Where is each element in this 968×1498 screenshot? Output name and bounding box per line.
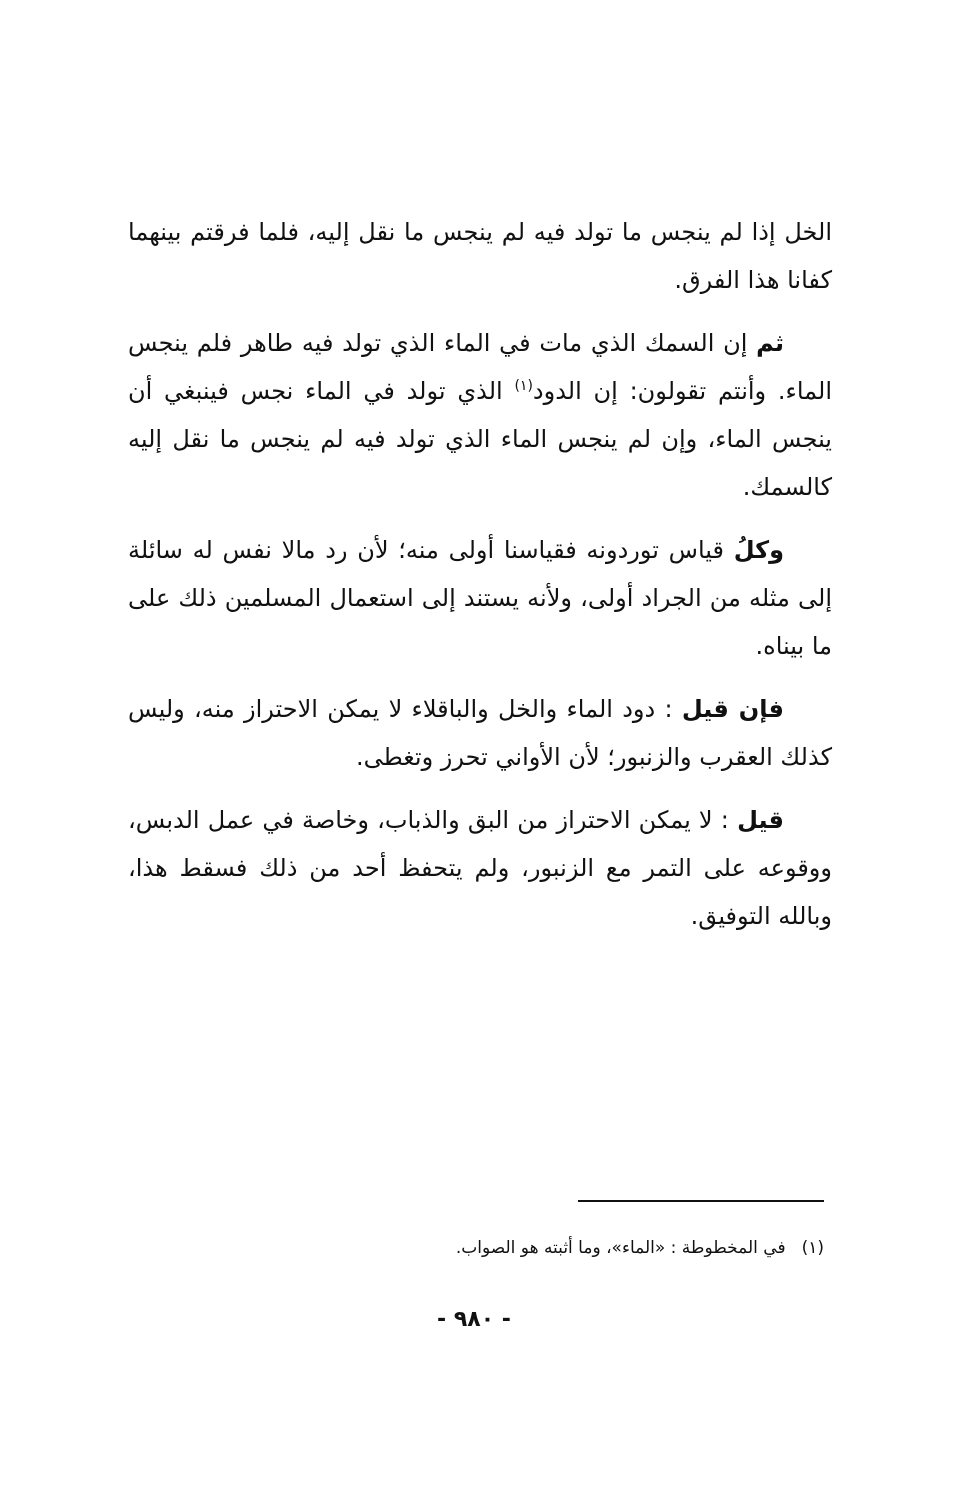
paragraph-2 <box>128 319 832 511</box>
paragraph-1 <box>128 208 832 304</box>
paragraph-1-text: الخل إذا لم ينجس ما تولد فيه لم ينجس ما نقل إليه، فلما فرقتم بينهما كفانا هذا الفرق. <box>128 218 832 294</box>
footnote-reference: (١) <box>514 378 533 394</box>
paragraph-2-text-a: إن السمك الذي مات في الماء الذي تولد فيه طاهر فلم ينجس الماء. وأنتم تقولون: إن الدود <box>128 329 832 405</box>
paragraph-5-text: : لا يمكن الاحتراز من البق والذباب، وخاصة في عمل الدبس، ووقوعه على التمر مع الزنبور، ولم يتحفظ أحد من ذلك فسقط هذا، وبالله التوفيق. <box>128 806 832 930</box>
footnote <box>300 1232 824 1264</box>
paragraph-4 <box>128 685 832 781</box>
paragraph-5-lead: قيل <box>737 806 784 834</box>
paragraph-2-text-b: الذي تولد في الماء نجس فينبغي أن ينجس الماء، وإن لم ينجس الماء الذي تولد فيه لم ينجس ما نقل إليه كالسمك. <box>128 377 832 501</box>
paragraph-2-lead: ثم <box>756 329 784 357</box>
footnote-text: في المخطوطة : «الماء»، وما أثبته هو الصواب. <box>455 1238 786 1258</box>
paragraph-5 <box>128 796 832 940</box>
paragraph-3-text: قياس توردونه فقياسنا أولى منه؛ لأن رد مالا نفس له سائلة إلى مثله من الجراد أولى، ولأنه يستند إلى استعمال المسلمين ذلك على ما بيناه. <box>128 536 832 660</box>
paragraph-3 <box>128 526 832 670</box>
main-text <box>128 208 832 955</box>
footnote-divider <box>578 1200 824 1202</box>
paragraph-4-lead: فإن قيل <box>681 695 785 723</box>
page-number: - ٩٨٠ - <box>437 1307 511 1332</box>
paragraph-3-lead: وكلُ <box>733 536 784 564</box>
footnote-number: (١) <box>801 1238 824 1258</box>
paragraph-4-text: : دود الماء والخل والباقلاء لا يمكن الاحتراز منه، وليس كذلك العقرب والزنبور؛ لأن الأواني تحرز وتغطى. <box>128 695 832 771</box>
